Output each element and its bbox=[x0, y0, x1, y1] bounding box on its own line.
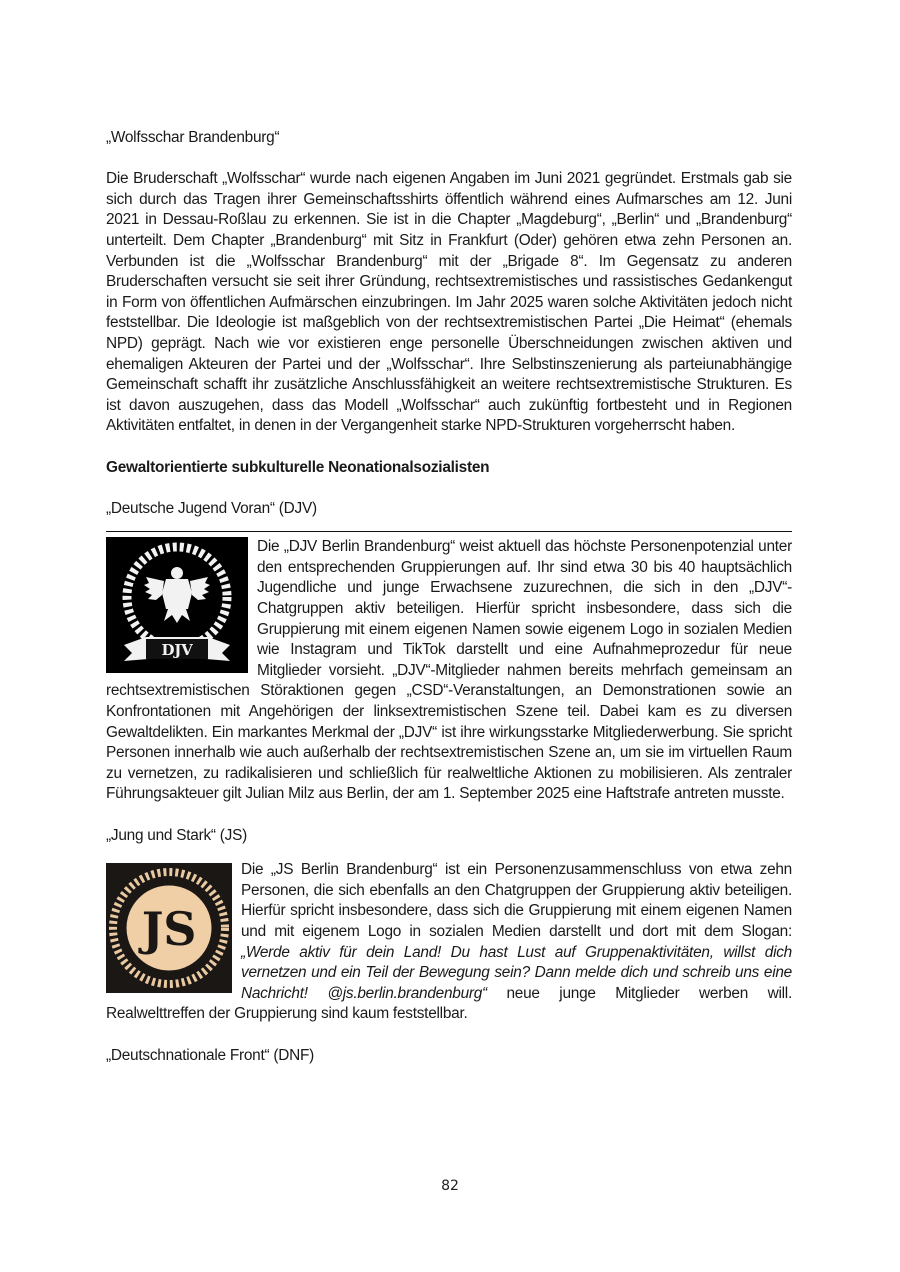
js-text-after: neue junge Mitglieder werben will. Realwelttreffen der Gruppierung sind kaum feststellbar. bbox=[106, 984, 792, 1023]
section-title-js: „Jung und Stark“ (JS) bbox=[106, 826, 248, 844]
page-number: 82 bbox=[441, 1178, 459, 1194]
js-logo-text: JS bbox=[141, 902, 197, 957]
djv-eagle-wreath-icon bbox=[106, 537, 248, 673]
js-logo bbox=[106, 863, 232, 993]
djv-block bbox=[106, 531, 792, 805]
section-heading-gewalt: Gewaltorientierte subkulturelle Neonationalsozialisten bbox=[106, 458, 490, 476]
js-block bbox=[106, 860, 792, 1025]
js-slogan-quote: „Werde aktiv für dein Land! Du hast Lust auf Gruppenaktivitäten, willst dich vernetzen und ein Teil der Bewegung sein? Dann melde dich und schreib uns eine Nachricht! @js.berlin.brandenburg“ bbox=[241, 943, 792, 1002]
paragraph-wolfsschar: Die Bruderschaft „Wolfsschar“ wurde nach eigenen Angaben im Juni 2021 gegründet. Erstmals gab sie sich durch das Tragen ihrer Gemeinschaftsshirts öffentlich während eines Aufmarsches am 12. Juni 2021 in Dessau-Roßlau zu erkennen. Sie ist in die Chapter „Magdeburg“, „Berlin“ und „Brandenburg“ unterteilt. Dem Chapter „Brandenburg“ mit Sitz in Frankfurt (Oder) gehören etwa zehn Personen an. Verbunden ist die „Wolfsschar Brandenburg“ mit der „Brigade 8“. Im Gegensatz zu anderen Bruderschaften versucht sie seit ihrer Gründung, rechtsextremistisches und rassistisches Gedankengut in Form von öffentlichen Aufmärschen einzubringen. Im Jahr 2025 waren solche Aktivitäten jedoch nicht feststellbar. Die Ideologie ist maßgeblich von der rechtsextremistischen Partei „Die Heimat“ (ehemals NPD) geprägt. Nach wie vor existieren enge personelle Überschneidungen zwischen aktiven und ehemaligen Akteuren der Partei und der „Wolfsschar“. Ihre Selbstinszenierung als parteiunabhängige Gemeinschaft schafft ihr zusätzliche Anschlussfähigkeit an weitere rechtsextremistische Strukturen. Es ist davon auszugehen, dass das Modell „Wolfsschar“ auch zukünftig fortbesteht und in Regionen Aktivitäten entfaltet, in denen in der Vergangenheit starke NPD-Strukturen vorgeherrscht haben. bbox=[106, 170, 792, 435]
djv-logo-text: DJV bbox=[161, 641, 193, 660]
section-title-djv: „Deutsche Jugend Voran“ (DJV) bbox=[106, 499, 317, 517]
djv-logo bbox=[106, 537, 248, 673]
section-title-dnf: „Deutschnationale Front“ (DNF) bbox=[106, 1046, 315, 1064]
js-laurel-emblem-icon bbox=[106, 863, 232, 993]
paragraph-djv: Die „DJV Berlin Brandenburg“ weist aktuell das höchste Personenpotenzial unter den entsprechenden Gruppierungen auf. Ihr sind etwa 30 bis 40 hauptsächlich Jugendliche und junge Erwachsene zuzurechnen, die sich in den „DJV“-Chatgruppen aktiv beteiligen. Hierfür spricht insbesondere, dass sich die Gruppierung mit einem eigenen Namen sowie eigenem Logo in sozialen Medien wie Instagram und TikTok darstellt und eine Aufnahmeprozedur für neue Mitglieder vorsieht. „DJV“-Mitglieder nahmen bereits mehrfach gemeinsam an rechtsextremistischen Störaktionen gegen „CSD“-Veranstaltungen, an Demonstrationen sowie an Konfrontationen mit Angehörigen der linksextremistischen Szene teil. Dabei kam es zu diversen Gewaltdelikten. Ein markantes Merkmal der „DJV“ ist ihre wirkungsstarke Mitgliederwerbung. Sie spricht Personen innerhalb wie auch außerhalb der rechtsextremistischen Szene an, um sie im virtuellen Raum zu vernetzen, zu radikalisieren und schließlich für realweltliche Aktionen zu mobilisieren. Als zentraler Führungsakteuer gilt Julian Milz aus Berlin, der am 1. September 2025 eine Haftstrafe antreten musste. bbox=[106, 538, 792, 803]
js-text-before: Die „JS Berlin Brandenburg“ ist ein Personenzusammenschluss von etwa zehn Personen, die sich ebenfalls an den Chatgruppen der Gruppierung aktiv beteiligen. Hierfür spricht insbesondere, dass sich die Gruppierung mit einem eigenen Namen und mit eigenem Logo in sozialen Medien darstellt und dort mit dem Slogan: bbox=[241, 861, 792, 940]
document-page bbox=[106, 128, 792, 1066]
section-title-wolfsschar: „Wolfsschar Brandenburg“ bbox=[106, 129, 280, 146]
